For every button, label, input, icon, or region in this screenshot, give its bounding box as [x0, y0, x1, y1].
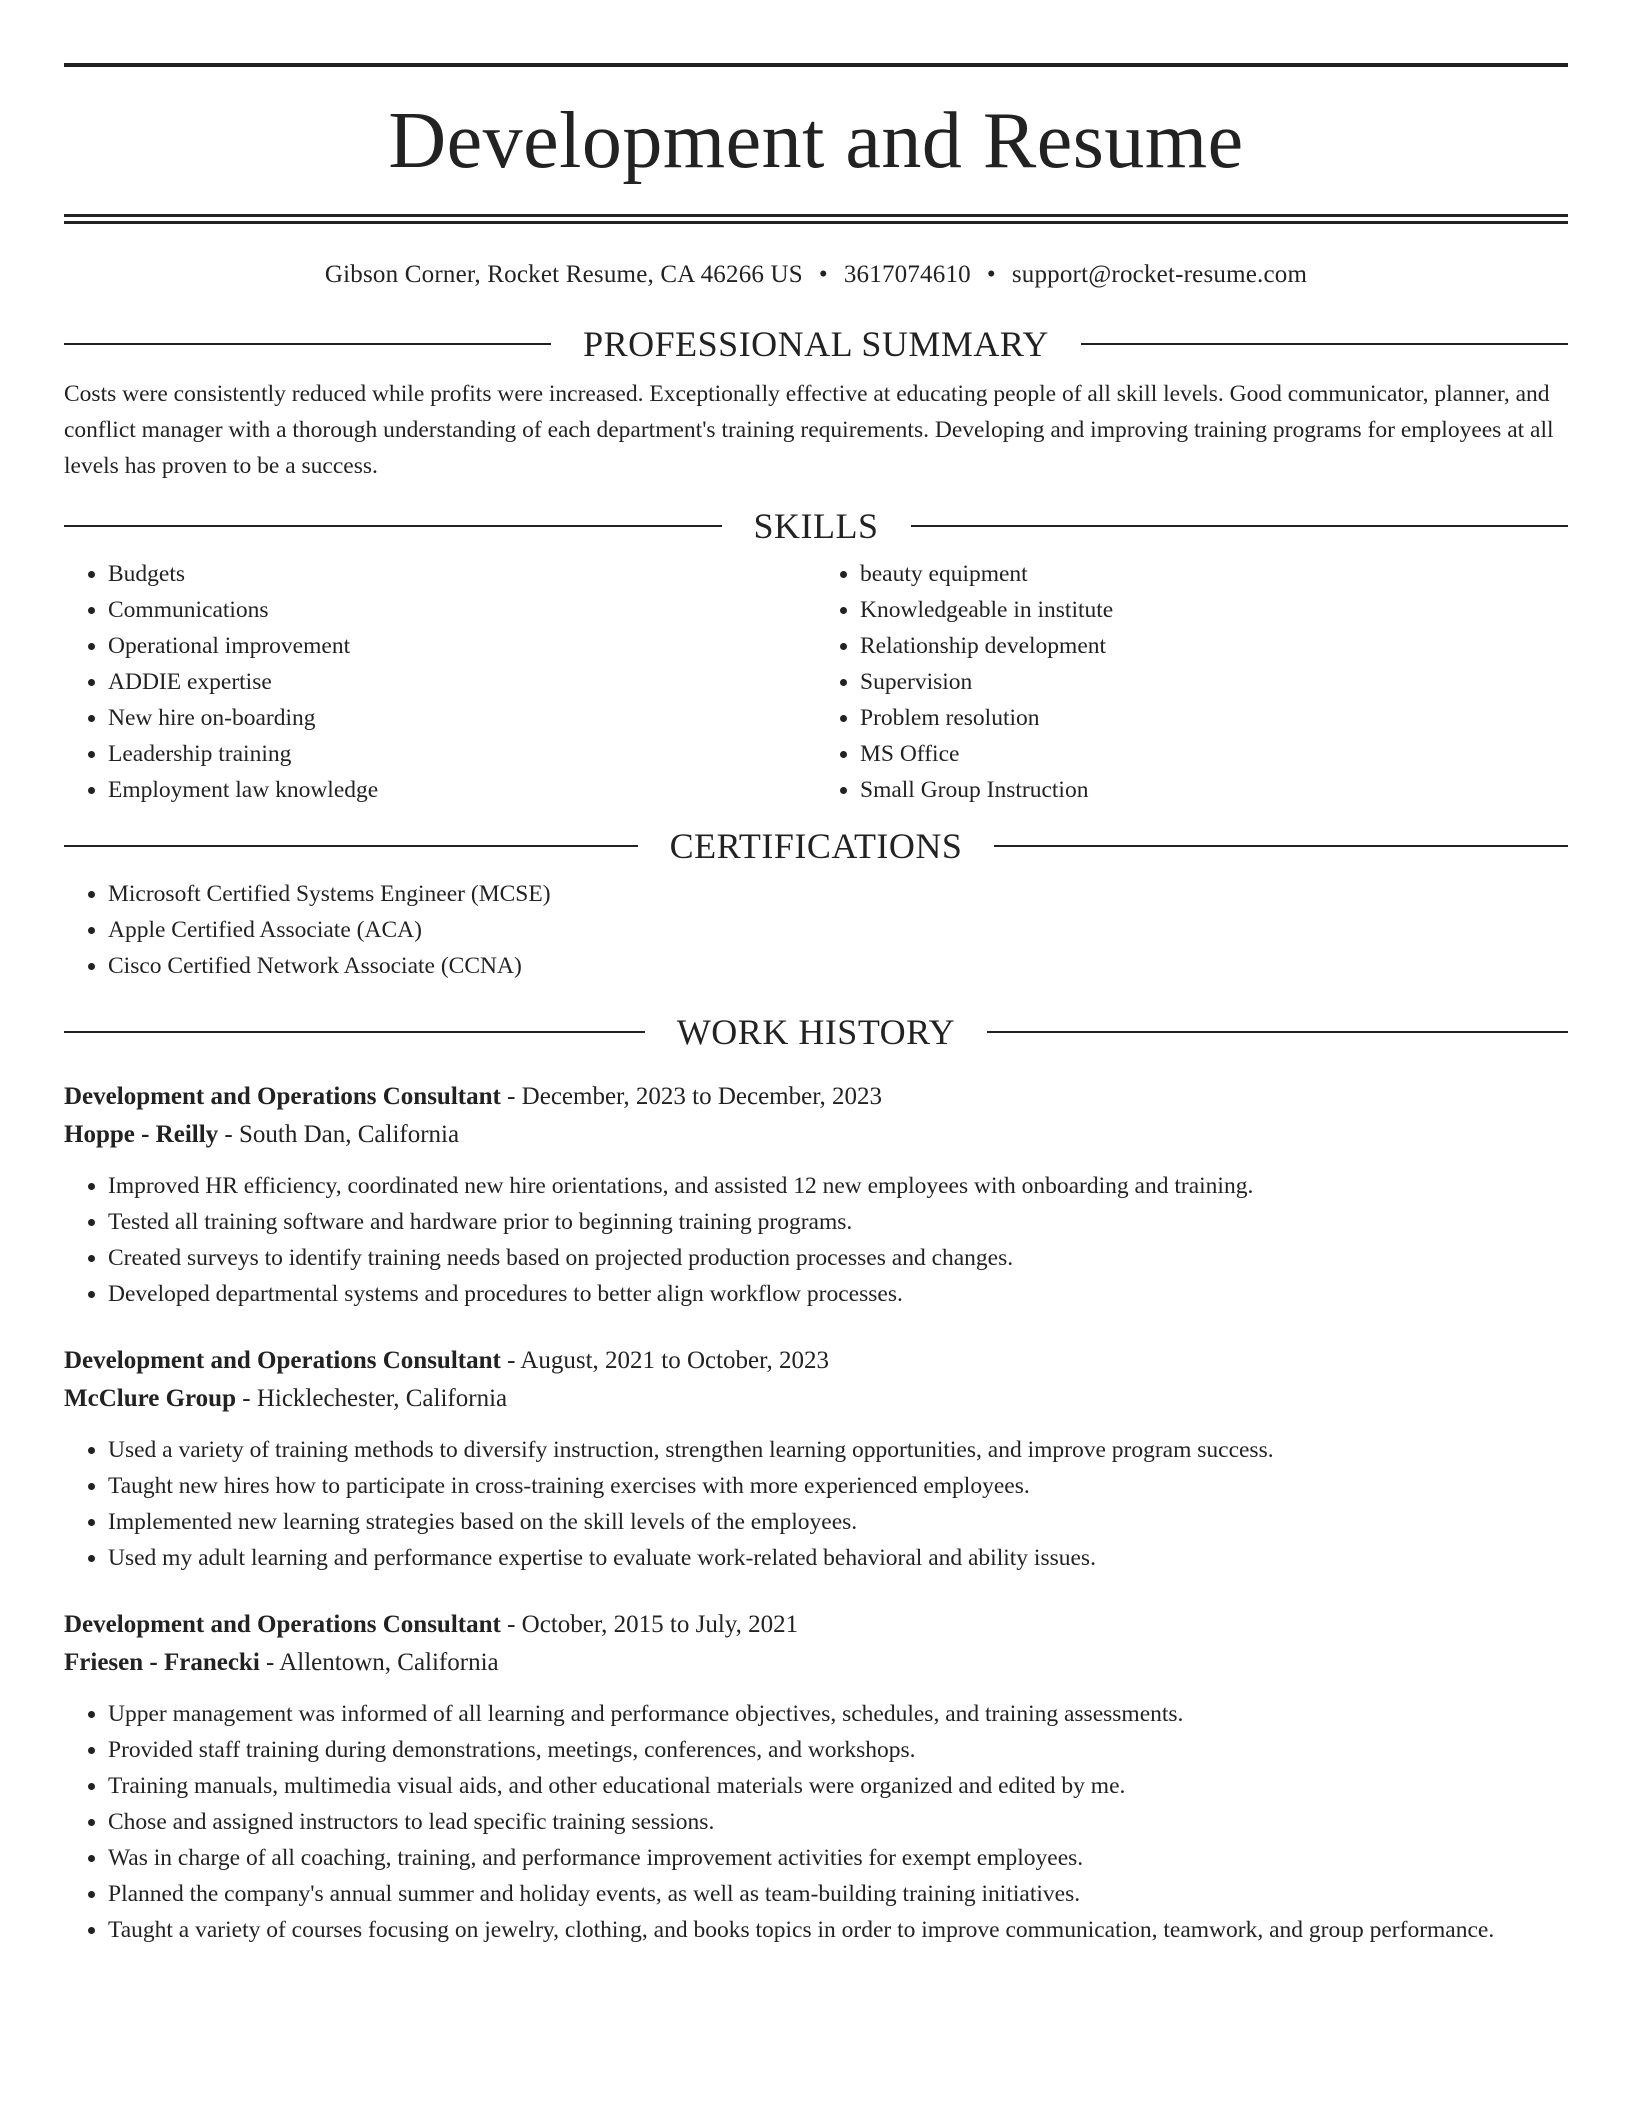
resume-page	[64, 0, 1568, 1948]
job-company: Hoppe - Reilly	[64, 1121, 219, 1148]
job-bullet: • Planned the company's annual summer and holiday events, as well as team-building training initiatives.	[108, 1876, 1568, 1912]
job-bullet: • Training manuals, multimedia visual aids, and other educational materials were organized and edited by me.	[108, 1768, 1568, 1804]
job-title: Development and Operations Consultant	[64, 1611, 501, 1638]
heading-rule-right	[1081, 343, 1568, 345]
job-bullet: • Used a variety of training methods to diversify instruction, strengthen learning opportunities, and improve program success.	[108, 1432, 1568, 1468]
job-title-line	[64, 1606, 1568, 1644]
heading-rule-left	[64, 845, 638, 847]
job-bullet: • Chose and assigned instructors to lead specific training sessions.	[108, 1804, 1568, 1840]
job-bullet: • Provided staff training during demonstrations, meetings, conferences, and workshops.	[108, 1732, 1568, 1768]
job-bullet: • Taught new hires how to participate in cross-training exercises with more experienced employees.	[108, 1468, 1568, 1504]
skill-item: • beauty equipment	[860, 556, 1568, 592]
skill-item: • New hire on-boarding	[108, 700, 816, 736]
job-title: Development and Operations Consultant	[64, 1083, 501, 1110]
job-location: - Hicklechester, California	[236, 1385, 508, 1412]
heading-rule-left	[64, 343, 551, 345]
skills-list	[64, 556, 1568, 808]
job-company: McClure Group	[64, 1385, 236, 1412]
certification-item: • Apple Certified Associate (ACA)	[108, 912, 1568, 948]
certification-item: • Cisco Certified Network Associate (CCNA)	[108, 948, 1568, 984]
certification-item: • Microsoft Certified Systems Engineer (MCSE)	[108, 876, 1568, 912]
job-entry	[64, 1078, 1568, 1312]
job-location: - South Dan, California	[218, 1121, 460, 1148]
contact-separator: •	[986, 261, 996, 288]
top-rule	[64, 63, 1568, 67]
summary-heading-label: PROFESSIONAL SUMMARY	[583, 324, 1049, 364]
skill-item: • Knowledgeable in institute	[860, 592, 1568, 628]
summary-text: Costs were consistently reduced while profits were increased. Exceptionally effective at educating people of all skill levels. Good communicator, planner, and conflict manager with a thorough understanding of each department's training requirements. Developing and improving training programs for employees at all levels has proven to be a success.	[64, 381, 1554, 479]
skills-column-left	[64, 556, 816, 808]
job-entry	[64, 1606, 1568, 1948]
job-entry	[64, 1342, 1568, 1576]
certifications-heading	[64, 826, 1568, 866]
certifications-list	[64, 876, 1568, 984]
job-bullet: • Improved HR efficiency, coordinated new hire orientations, and assisted 12 new employees with onboarding and training.	[108, 1168, 1568, 1204]
job-bullet: • Taught a variety of courses focusing on jewelry, clothing, and books topics in order to improve communication, teamwork, and group performance.	[108, 1912, 1568, 1948]
job-dates: - December, 2023 to December, 2023	[500, 1083, 883, 1110]
double-rule	[64, 214, 1568, 224]
job-bullet: • Was in charge of all coaching, training, and performance improvement activities for exempt employees.	[108, 1840, 1568, 1876]
job-dates: - October, 2015 to July, 2021	[500, 1611, 799, 1638]
job-location: - Allentown, California	[259, 1649, 499, 1676]
job-company-line	[64, 1644, 1568, 1682]
job-bullet: • Upper management was informed of all learning and performance objectives, schedules, and training assessments.	[108, 1696, 1568, 1732]
job-bullets	[64, 1696, 1568, 1948]
job-dates: - August, 2021 to October, 2023	[500, 1347, 829, 1374]
contact-separator: •	[818, 261, 828, 288]
skills-heading	[64, 506, 1568, 546]
job-title-line	[64, 1078, 1568, 1116]
skill-item: • Operational improvement	[108, 628, 816, 664]
job-bullets	[64, 1168, 1568, 1312]
skill-item: • ADDIE expertise	[108, 664, 816, 700]
job-title: Development and Operations Consultant	[64, 1347, 501, 1374]
skills-heading-label: SKILLS	[753, 506, 879, 546]
skill-item: • Communications	[108, 592, 816, 628]
job-bullet: • Tested all training software and hardware prior to beginning training programs.	[108, 1204, 1568, 1240]
skill-item: • Budgets	[108, 556, 816, 592]
job-bullet: • Used my adult learning and performance expertise to evaluate work-related behavioral and ability issues.	[108, 1540, 1568, 1576]
contact-line	[64, 260, 1568, 290]
skill-item: • MS Office	[860, 736, 1568, 772]
skill-item: • Problem resolution	[860, 700, 1568, 736]
skills-column-right	[816, 556, 1568, 808]
job-company-line	[64, 1380, 1568, 1418]
work-history-heading-label: WORK HISTORY	[676, 1012, 956, 1052]
skill-item: • Small Group Instruction	[860, 772, 1568, 808]
heading-rule-right	[994, 845, 1568, 847]
heading-rule-left	[64, 525, 722, 527]
heading-rule-right	[987, 1031, 1568, 1033]
job-company: Friesen - Franecki	[64, 1649, 260, 1676]
job-bullet: • Created surveys to identify training needs based on projected production processes and changes.	[108, 1240, 1568, 1276]
certifications-heading-label: CERTIFICATIONS	[669, 826, 963, 866]
job-bullets	[64, 1432, 1568, 1576]
resume-name: Development and Resume	[388, 97, 1244, 185]
summary-heading	[64, 324, 1568, 364]
skill-item: • Employment law knowledge	[108, 772, 816, 808]
skill-item: • Relationship development	[860, 628, 1568, 664]
contact-email[interactable]: support@rocket-resume.com	[1011, 261, 1308, 288]
contact-address: Gibson Corner, Rocket Resume, CA 46266 US	[324, 261, 803, 288]
job-bullet: • Implemented new learning strategies based on the skill levels of the employees.	[108, 1504, 1568, 1540]
job-company-line	[64, 1116, 1568, 1154]
skill-item: • Leadership training	[108, 736, 816, 772]
heading-rule-left	[64, 1031, 645, 1033]
job-title-line	[64, 1342, 1568, 1380]
job-bullet: • Developed departmental systems and procedures to better align workflow processes.	[108, 1276, 1568, 1312]
heading-rule-right	[911, 525, 1569, 527]
skill-item: • Supervision	[860, 664, 1568, 700]
work-history-heading	[64, 1012, 1568, 1052]
contact-phone[interactable]: 3617074610	[843, 261, 971, 288]
